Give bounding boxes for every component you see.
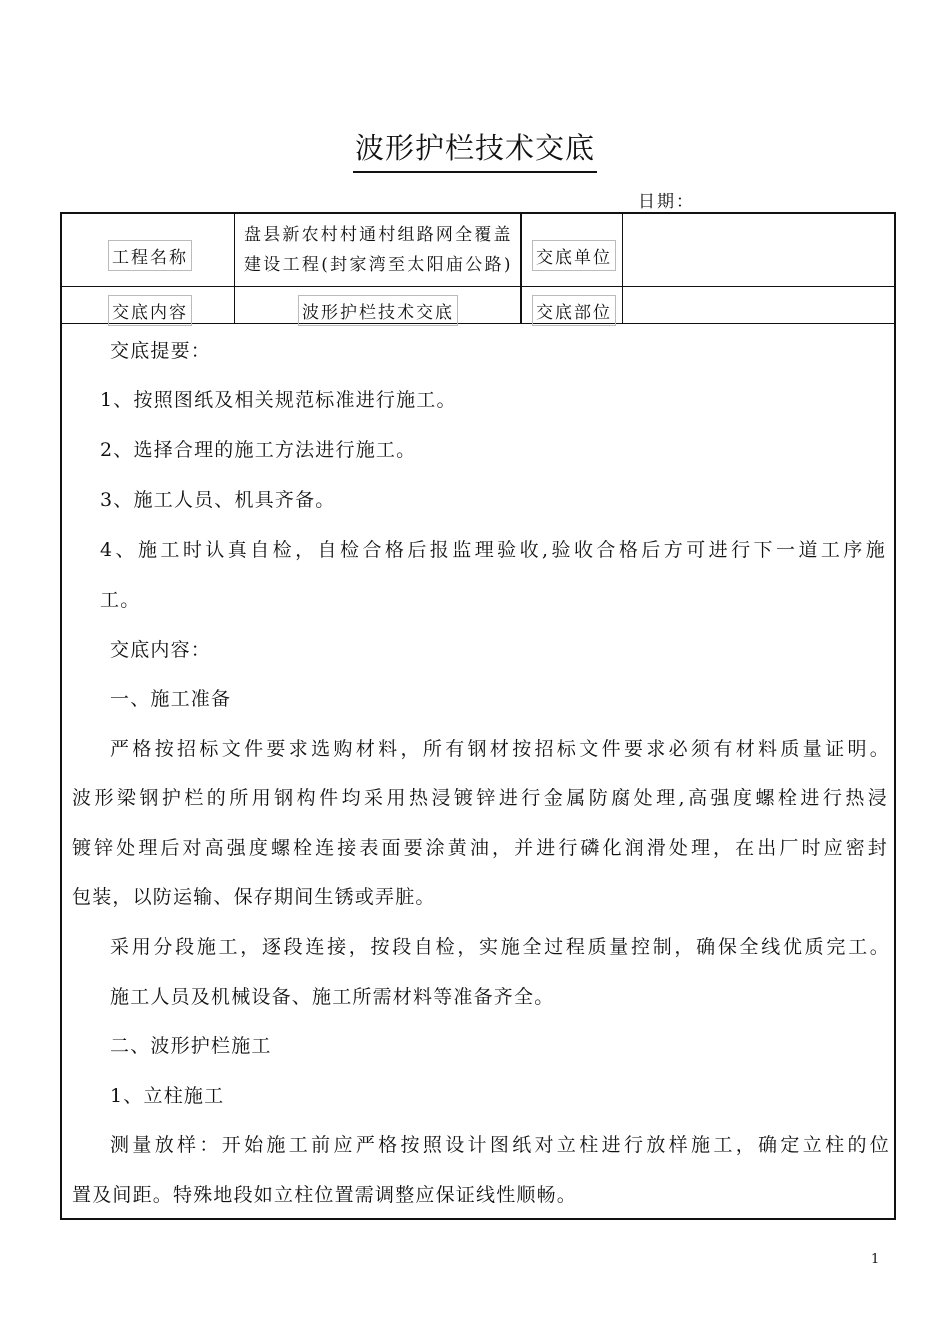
col-divider-2 [520,214,522,323]
row-divider-1 [62,286,894,287]
summary-item-4-line-1: 4、施工时认真自检，自检合格后报监理验收,验收合格后方可进行下一道工序施 [100,539,886,561]
form-frame [60,212,896,1220]
section-1-paragraph-1-line-3: 镀锌处理后对高强度螺栓连接表面要涂黄油，并进行磷化润滑处理，在出厂时应密封 [72,837,888,859]
disclosure-unit-label: 交底单位 [532,240,616,271]
document-title: 波形护栏技术交底 [353,128,597,173]
disclosure-content-label: 交底内容 [108,295,192,326]
summary-item-4-line-2: 工。 [100,589,141,611]
disclosure-part-label: 交底部位 [532,295,616,326]
section-1-paragraph-1-line-1: 严格按招标文件要求选购材料，所有钢材按招标文件要求必须有材料质量证明。 [110,738,890,760]
col-divider-1 [234,214,235,323]
section-2-heading: 二、波形护栏施工 [110,1035,272,1057]
section-1-paragraph-1-line-2: 波形梁钢护栏的所用钢构件均采用热浸镀锌进行金属防腐处理,高强度螺栓进行热浸 [72,787,888,809]
disclosure-content-value: 波形护栏技术交底 [298,295,458,326]
section-2-paragraph-1-line-2: 置及间距。特殊地段如立柱位置需调整应保证线性顺畅。 [72,1184,578,1206]
date-label: 日期： [638,192,695,212]
section-1-paragraph-3: 施工人员及机械设备、施工所需材料等准备齐全。 [110,986,555,1008]
section-1-paragraph-2: 采用分段施工，逐段连接，按段自检，实施全过程质量控制，确保全线优质完工。 [110,936,890,958]
project-name-line-2: 建设工程(封家湾至太阳庙公路) [244,255,512,275]
section-2-paragraph-1-line-1: 测量放样：开始施工前应严格按照设计图纸对立柱进行放样施工，确定立柱的位 [110,1134,890,1156]
document-title-wrap [0,128,950,173]
project-name-line-1: 盘县新农村村通村组路网全覆盖 [244,225,512,245]
col-divider-3 [622,214,623,323]
project-name-value [244,220,512,280]
summary-item-3: 3、施工人员、机具齐备。 [100,489,336,511]
section-1-paragraph-1-line-4: 包装，以防运输、保存期间生锈或弄脏。 [72,886,436,908]
section-1-heading: 一、施工准备 [110,688,232,710]
content-heading: 交底内容： [110,639,212,661]
summary-item-1: 1、按照图纸及相关规范标准进行施工。 [100,389,457,411]
summary-item-2: 2、选择合理的施工方法进行施工。 [100,439,417,461]
section-2-subheading-1: 1、立柱施工 [110,1085,225,1107]
project-name-label: 工程名称 [108,240,192,271]
summary-heading: 交底提要： [110,340,212,362]
page-number: 1 [871,1252,880,1267]
